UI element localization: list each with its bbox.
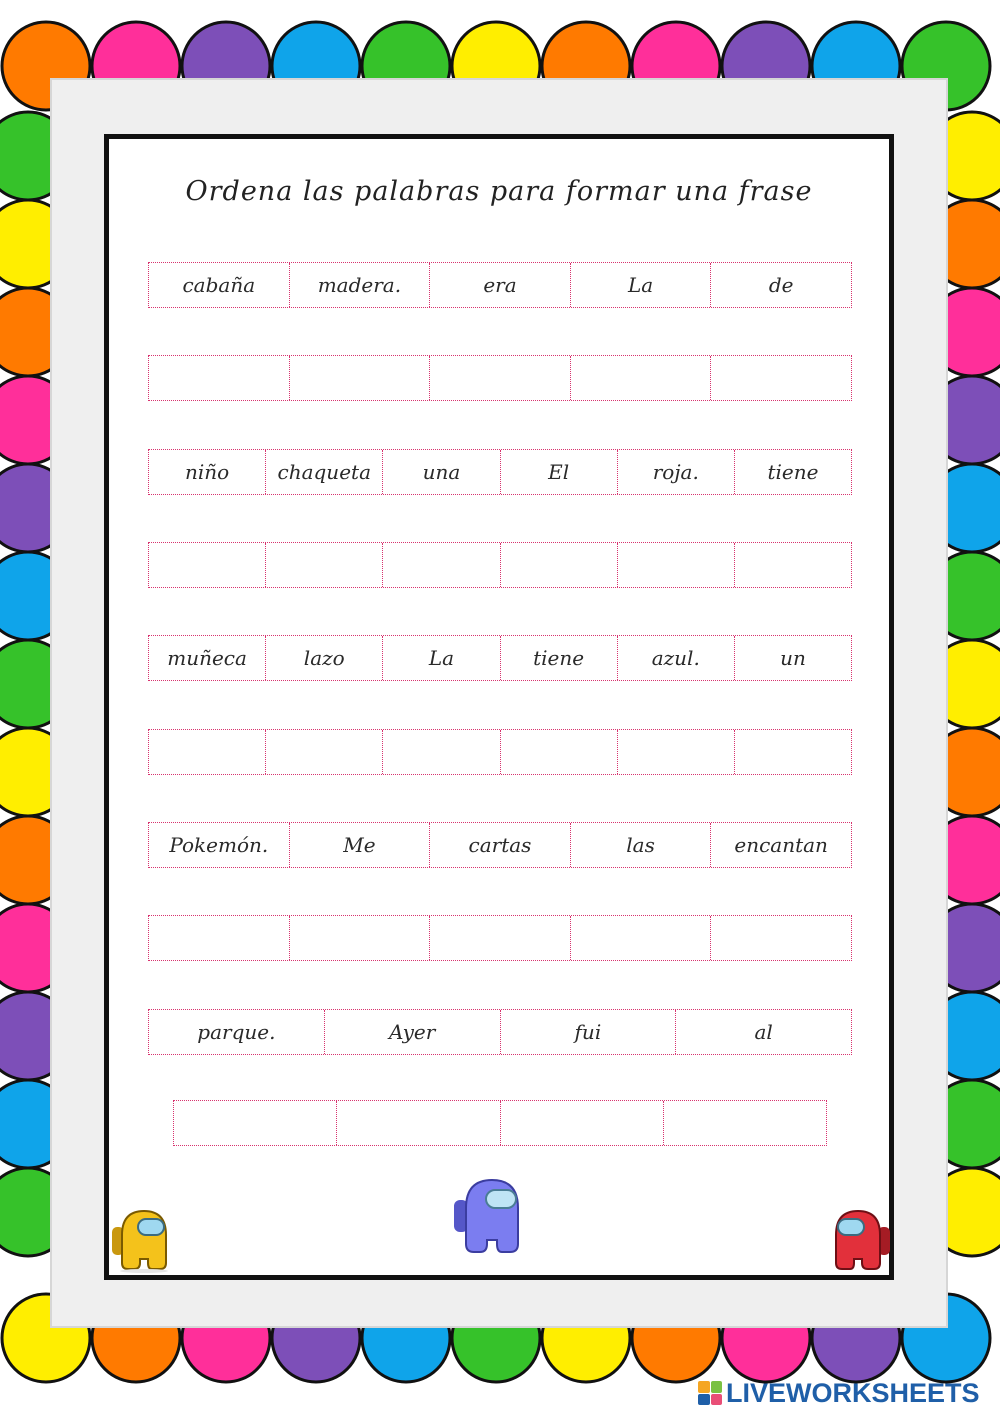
answer-slot[interactable] xyxy=(501,730,618,774)
answer-slot[interactable] xyxy=(571,356,712,400)
word-card[interactable]: parque. xyxy=(149,1010,325,1054)
word-card[interactable]: las xyxy=(571,823,712,867)
word-card[interactable]: tiene xyxy=(767,460,819,484)
answer-row xyxy=(173,1100,827,1146)
yellow-crewmate-icon xyxy=(108,1205,172,1273)
answer-slot[interactable] xyxy=(383,543,500,587)
word-row xyxy=(148,635,852,681)
word-card[interactable]: encantan xyxy=(734,833,828,857)
word-card[interactable]: Pokemón. xyxy=(149,823,290,867)
word-card[interactable]: cabaña xyxy=(149,263,290,307)
answer-slot[interactable] xyxy=(618,730,735,774)
answer-slot[interactable] xyxy=(501,543,618,587)
word-card[interactable]: fui xyxy=(501,1010,677,1054)
red-crewmate-icon xyxy=(830,1205,896,1273)
word-card[interactable]: lazo xyxy=(266,636,383,680)
word-card[interactable]: un xyxy=(780,646,806,670)
answer-slot[interactable] xyxy=(266,730,383,774)
answer-slot[interactable] xyxy=(149,916,290,960)
word-row xyxy=(148,822,852,868)
word-card[interactable]: niño xyxy=(149,450,266,494)
word-card[interactable]: madera. xyxy=(290,263,431,307)
word-card[interactable]: Me xyxy=(290,823,431,867)
answer-slot[interactable] xyxy=(174,1101,337,1145)
answer-slot[interactable] xyxy=(735,730,851,774)
word-card[interactable]: de xyxy=(768,273,794,297)
word-card[interactable]: roja. xyxy=(618,450,735,494)
answer-slot[interactable] xyxy=(337,1101,500,1145)
answer-slot[interactable] xyxy=(501,1101,664,1145)
word-card[interactable]: chaqueta xyxy=(266,450,383,494)
answer-slot[interactable] xyxy=(149,730,266,774)
word-card[interactable]: muñeca xyxy=(149,636,266,680)
answer-slot[interactable] xyxy=(711,916,851,960)
purple-crewmate-icon xyxy=(450,1174,524,1258)
answer-slot[interactable] xyxy=(290,356,431,400)
word-card[interactable]: La xyxy=(571,263,712,307)
answer-row xyxy=(148,355,852,401)
answer-slot[interactable] xyxy=(571,916,712,960)
word-card[interactable]: al xyxy=(754,1020,773,1044)
answer-slot[interactable] xyxy=(618,543,735,587)
answer-slot[interactable] xyxy=(430,356,571,400)
answer-slot[interactable] xyxy=(149,356,290,400)
answer-slot[interactable] xyxy=(290,916,431,960)
answer-slot[interactable] xyxy=(664,1101,826,1145)
word-row xyxy=(148,1009,852,1055)
word-row xyxy=(148,262,852,308)
page-title: Ordena las palabras para formar una frase xyxy=(185,176,813,207)
answer-slot[interactable] xyxy=(383,730,500,774)
watermark xyxy=(698,1378,980,1408)
answer-slot[interactable] xyxy=(266,543,383,587)
answer-slot[interactable] xyxy=(711,356,851,400)
answer-row xyxy=(148,915,852,961)
watermark-text: LIVEWORKSHEETS xyxy=(726,1377,980,1408)
answer-slot[interactable] xyxy=(430,916,571,960)
answer-row xyxy=(148,542,852,588)
word-card[interactable]: El xyxy=(501,450,618,494)
answer-slot[interactable] xyxy=(149,543,266,587)
word-card[interactable]: tiene xyxy=(501,636,618,680)
word-card[interactable]: azul. xyxy=(618,636,735,680)
word-card[interactable]: una xyxy=(383,450,500,494)
word-card[interactable]: Ayer xyxy=(325,1010,501,1054)
word-row xyxy=(148,449,852,495)
answer-slot[interactable] xyxy=(735,543,851,587)
word-card[interactable]: cartas xyxy=(430,823,571,867)
answer-row xyxy=(148,729,852,775)
word-card[interactable]: era xyxy=(430,263,571,307)
liveworksheets-logo-icon xyxy=(698,1381,722,1405)
word-card[interactable]: La xyxy=(383,636,500,680)
